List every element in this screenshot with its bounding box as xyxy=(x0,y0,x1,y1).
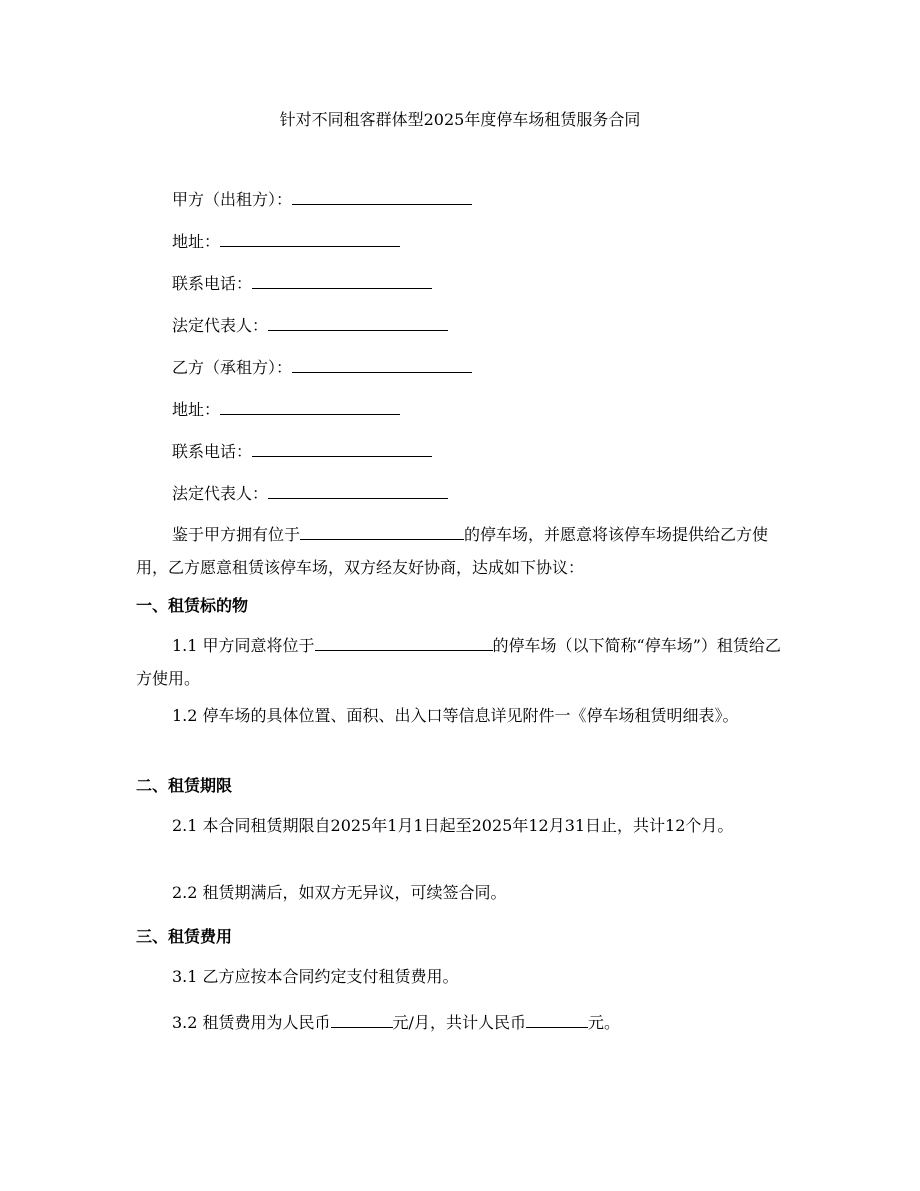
party-b-phone-blank[interactable] xyxy=(252,442,432,457)
party-b-address-label: 地址： xyxy=(172,400,221,419)
section-heading: 一、租赁标的物 xyxy=(136,596,249,615)
clause-text: 3.2 租赁费用为人民币 xyxy=(172,1013,331,1032)
party-a-phone-blank[interactable] xyxy=(252,274,432,289)
party-a-phone-row xyxy=(172,272,432,296)
clause-paragraph: 2.2 租赁期满后，如双方无异议，可续签合同。 xyxy=(172,883,507,902)
party-b-name-label: 乙方（承租方）： xyxy=(172,358,293,377)
party-b-address-row xyxy=(172,398,400,422)
clause-text: 的停车场（以下简称“停车场”）租赁给乙方使用。 xyxy=(136,636,781,688)
party-b-phone-row xyxy=(172,440,432,464)
preamble-location-blank[interactable] xyxy=(300,525,464,540)
clause-text: 元。 xyxy=(587,1013,620,1032)
preamble-text-1: 鉴于甲方拥有位于 xyxy=(172,525,301,544)
party-a-name-row xyxy=(172,188,472,212)
party-b-address-blank[interactable] xyxy=(220,400,400,415)
party-a-legal-rep-row xyxy=(172,314,448,338)
party-b-name-blank[interactable] xyxy=(292,358,472,373)
clause-paragraph: 3.1 乙方应按本合同约定支付租赁费用。 xyxy=(172,967,459,986)
party-a-name-label: 甲方（出租方）： xyxy=(172,190,293,209)
party-b-phone-label: 联系电话： xyxy=(172,442,253,461)
party-b-legal-rep-label: 法定代表人： xyxy=(172,484,269,503)
total-fee-blank[interactable] xyxy=(526,1013,588,1028)
section-heading: 三、租赁费用 xyxy=(136,927,233,946)
party-a-address-row xyxy=(172,230,400,254)
clause-text: 元/月，共计人民币 xyxy=(392,1013,526,1032)
clause-paragraph xyxy=(136,1006,788,1039)
clause-location-blank[interactable] xyxy=(315,636,493,651)
document-title: 针对不同租客群体型2025年度停车场租赁服务合同 xyxy=(279,110,641,129)
clause-text: 1.1 甲方同意将位于 xyxy=(172,636,315,655)
preamble-text-2: 的停车场，并愿意将该停车场提供给乙方使用，乙方愿意租赁该停车场，双方经友好协商，达成如下协议： xyxy=(136,525,769,577)
party-a-address-label: 地址： xyxy=(172,232,221,251)
preamble-paragraph xyxy=(136,518,788,584)
party-a-legal-rep-blank[interactable] xyxy=(268,316,448,331)
clause-paragraph: 1.2 停车场的具体位置、面积、出入口等信息详见附件一《停车场租赁明细表》。 xyxy=(172,706,739,725)
party-a-name-blank[interactable] xyxy=(292,190,472,205)
clause-paragraph: 2.1 本合同租赁期限自2025年1月1日起至2025年12月31日止，共计12个月。 xyxy=(172,816,734,835)
clause-paragraph xyxy=(136,629,788,695)
section-heading: 二、租赁期限 xyxy=(136,776,233,795)
party-a-address-blank[interactable] xyxy=(220,232,400,247)
party-b-legal-rep-row xyxy=(172,482,448,506)
party-b-name-row xyxy=(172,356,472,380)
party-a-legal-rep-label: 法定代表人： xyxy=(172,316,269,335)
party-b-legal-rep-blank[interactable] xyxy=(268,484,448,499)
party-a-phone-label: 联系电话： xyxy=(172,274,253,293)
monthly-fee-blank[interactable] xyxy=(331,1013,393,1028)
